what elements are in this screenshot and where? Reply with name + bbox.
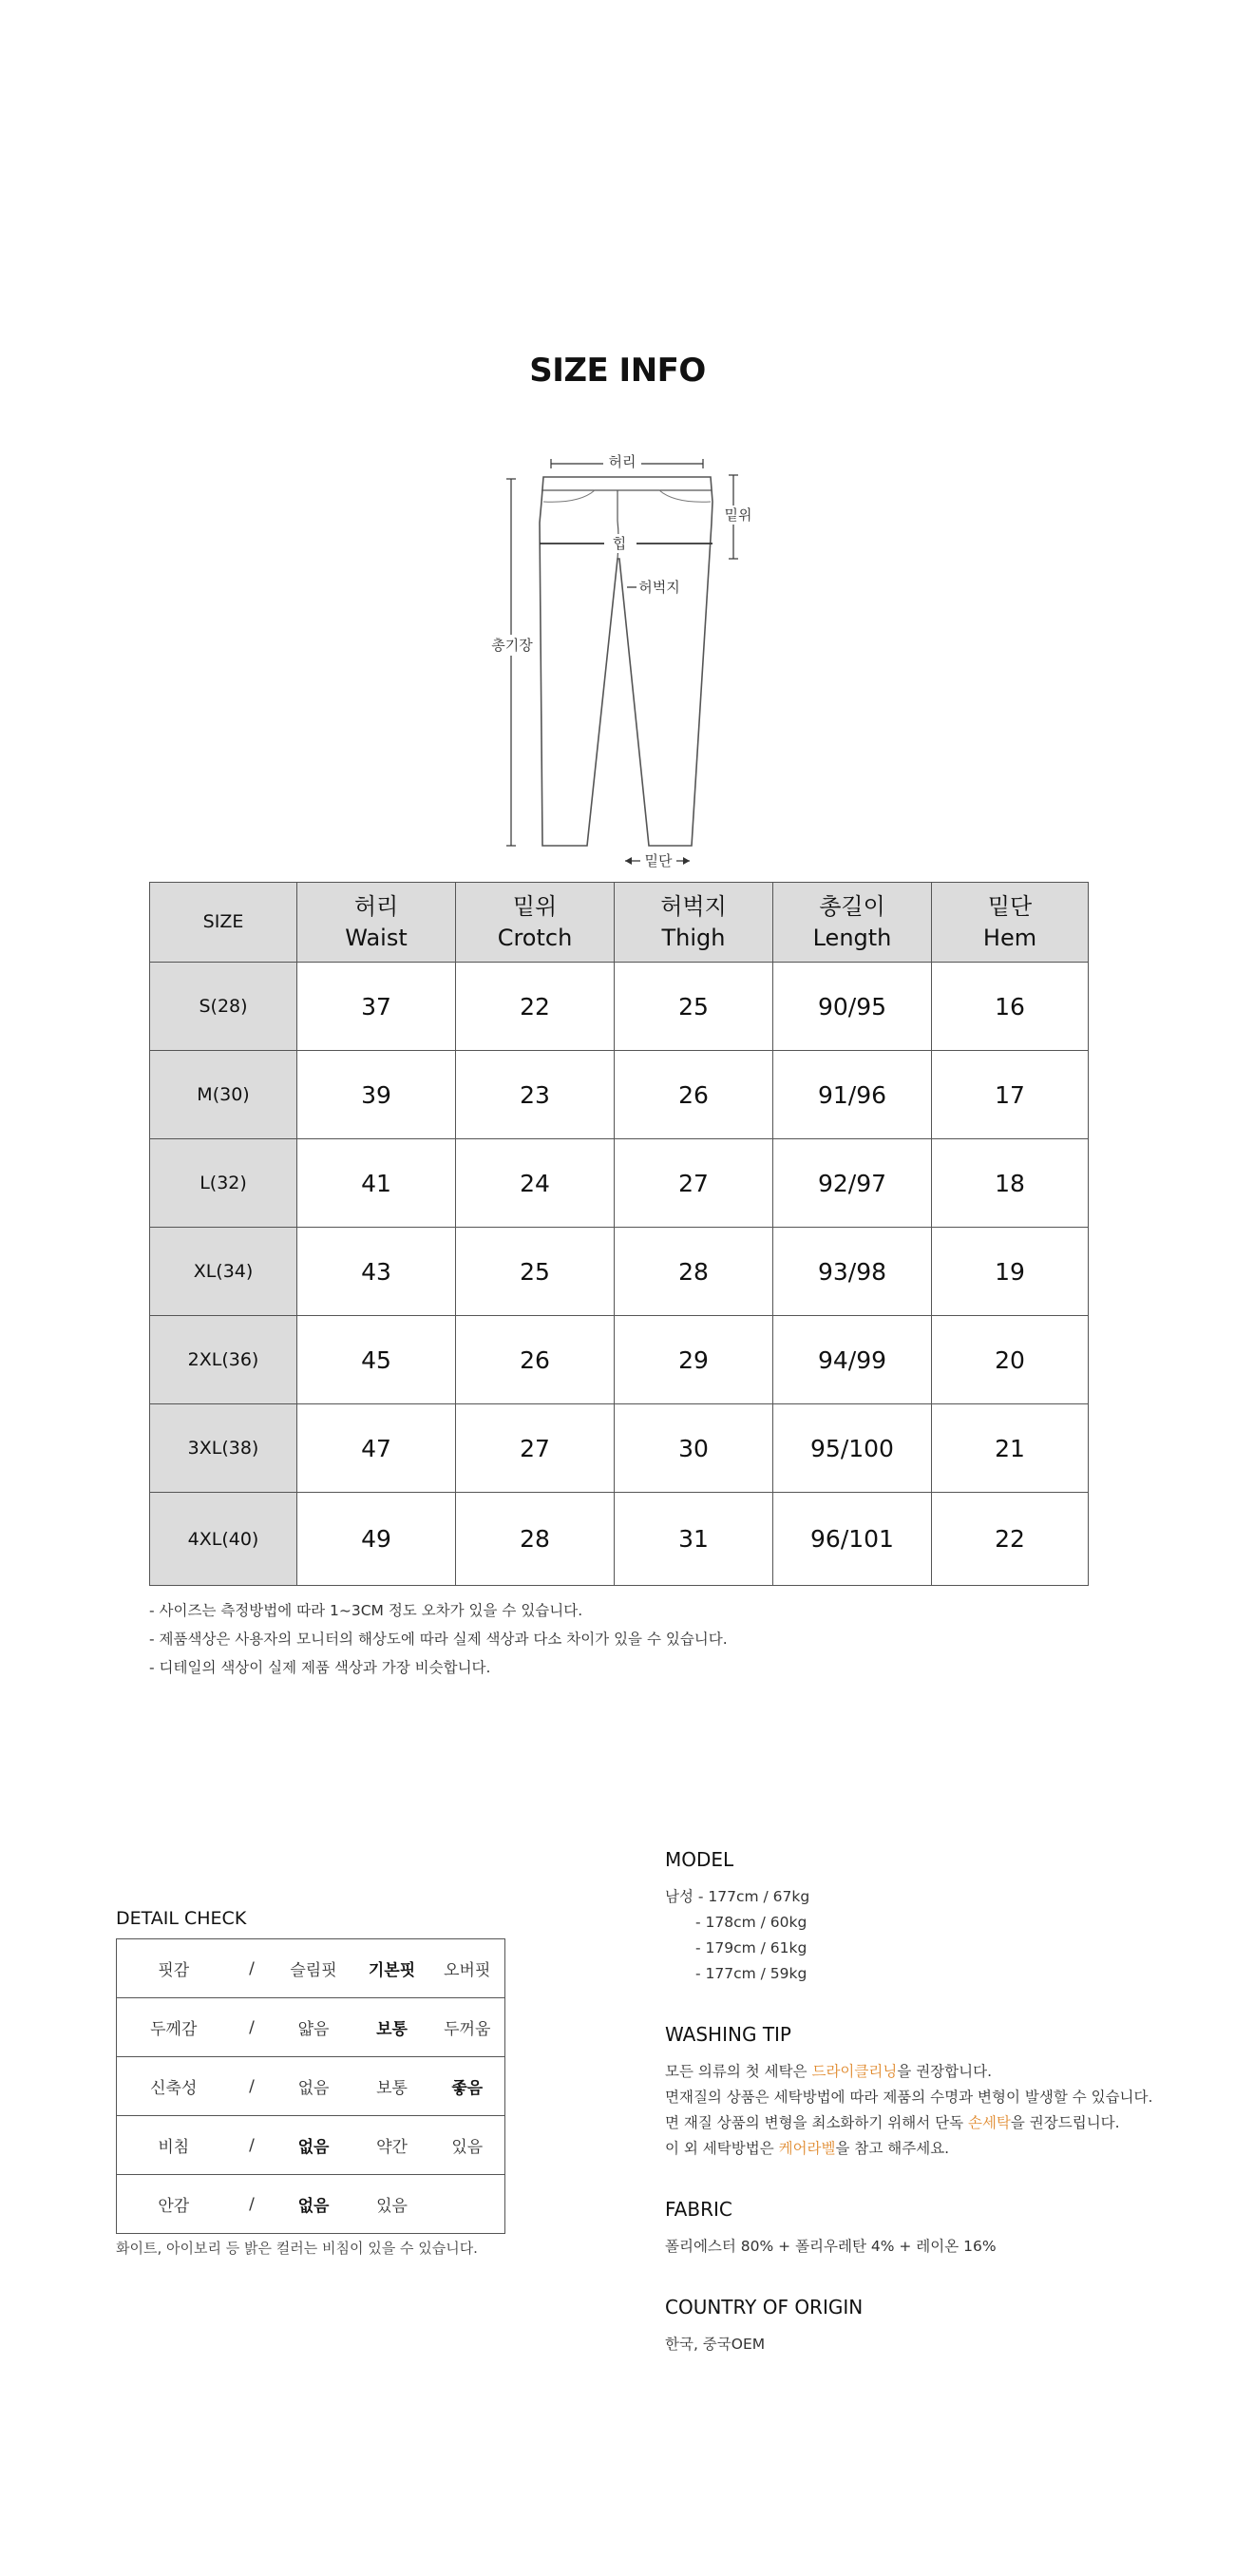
model-line: 남성 - 177cm / 67kg (665, 1888, 810, 1905)
detail-check-note: 화이트, 아이보리 등 밝은 컬러는 비침이 있을 수 있습니다. (116, 2240, 478, 2257)
model-line: - 179cm / 61kg (695, 1939, 808, 1956)
detail-separator: / (231, 2116, 274, 2175)
washing-section (665, 2023, 1197, 2162)
length-cell: 94/99 (773, 1316, 932, 1404)
detail-check-table (116, 1938, 505, 2234)
table-row (150, 1316, 1089, 1404)
fabric-text: 폴리에스터 80% + 폴리우레탄 4% + 레이온 16% (665, 2238, 997, 2255)
detail-separator: / (231, 2175, 274, 2234)
crotch-cell: 24 (456, 1139, 615, 1228)
detail-option: 두꺼움 (430, 1998, 505, 2057)
detail-option-selected: 기본핏 (354, 1939, 430, 1998)
detail-label: 두께감 (117, 1998, 231, 2057)
detail-option: 있음 (354, 2175, 430, 2234)
detail-row-stretch (117, 2057, 505, 2116)
detail-option-selected: 없음 (274, 2175, 354, 2234)
model-section (665, 1848, 1197, 1987)
crotch-cell: 26 (456, 1316, 615, 1404)
detail-option: 슬림핏 (274, 1939, 354, 1998)
waist-cell: 41 (297, 1139, 456, 1228)
origin-text: 한국, 중국OEM (665, 2336, 766, 2353)
table-row (150, 1051, 1089, 1139)
size-table-header (150, 883, 1089, 963)
washing-line: 모든 의류의 첫 세탁은 드라이클리닝을 권장합니다. (665, 2063, 993, 2080)
pants-measurement-diagram (475, 447, 760, 874)
waist-cell: 43 (297, 1228, 456, 1316)
size-notes (149, 1596, 728, 1682)
length-cell: 93/98 (773, 1228, 932, 1316)
crotch-cell: 22 (456, 963, 615, 1051)
size-cell: M(30) (150, 1051, 297, 1139)
length-cell: 92/97 (773, 1139, 932, 1228)
note-line: - 사이즈는 측정방법에 따라 1~3CM 정도 오차가 있을 수 있습니다. (149, 1602, 583, 1619)
label-hem: 밑단 (644, 852, 673, 869)
thigh-cell: 25 (615, 963, 773, 1051)
note-line: - 제품색상은 사용자의 모니터의 해상도에 따라 실제 색상과 다소 차이가 있을 수 있습니다. (149, 1631, 728, 1648)
detail-check-title: DETAIL CHECK (116, 1908, 247, 1929)
detail-label: 핏감 (117, 1939, 231, 1998)
detail-separator: / (231, 1939, 274, 1998)
hem-cell: 22 (932, 1493, 1089, 1586)
waist-cell: 45 (297, 1316, 456, 1404)
product-info-column (665, 1848, 1197, 2394)
header-length: 총길이 Length (773, 883, 932, 963)
washing-line: 면 재질 상품의 변형을 최소화하기 위해서 단독 손세탁을 권장드립니다. (665, 2114, 1120, 2131)
size-cell: 4XL(40) (150, 1493, 297, 1586)
origin-section (665, 2296, 1197, 2357)
fabric-title: FABRIC (665, 2198, 732, 2221)
thigh-cell: 30 (615, 1404, 773, 1493)
hem-cell: 19 (932, 1228, 1089, 1316)
detail-option-selected: 없음 (274, 2116, 354, 2175)
crotch-cell: 27 (456, 1404, 615, 1493)
thigh-cell: 28 (615, 1228, 773, 1316)
detail-option (430, 2175, 505, 2234)
highlight-care-label: 케어라벨 (778, 2140, 836, 2157)
hem-cell: 21 (932, 1404, 1089, 1493)
washing-title: WASHING TIP (665, 2023, 791, 2046)
size-table (149, 882, 1089, 1586)
size-cell: L(32) (150, 1139, 297, 1228)
header-hem: 밑단 Hem (932, 883, 1089, 963)
length-cell: 95/100 (773, 1404, 932, 1493)
highlight-hand-wash: 손세탁 (967, 2114, 1011, 2131)
detail-option: 오버핏 (430, 1939, 505, 1998)
origin-title: COUNTRY OF ORIGIN (665, 2296, 864, 2318)
header-size: SIZE (150, 883, 297, 963)
page-title: SIZE INFO (529, 352, 706, 390)
highlight-dry-cleaning: 드라이클리닝 (811, 2063, 898, 2080)
detail-option: 약간 (354, 2116, 430, 2175)
detail-option: 없음 (274, 2057, 354, 2116)
detail-row-fit (117, 1939, 505, 1998)
detail-label: 신축성 (117, 2057, 231, 2116)
washing-line: 이 외 세탁방법은 케어라벨을 참고 해주세요. (665, 2140, 950, 2157)
table-row (150, 1139, 1089, 1228)
detail-separator: / (231, 1998, 274, 2057)
model-title: MODEL (665, 1848, 734, 1871)
detail-row-sheer (117, 2116, 505, 2175)
label-hip: 힙 (612, 535, 627, 552)
label-total-length: 총기장 (491, 637, 533, 654)
fabric-section (665, 2198, 1197, 2260)
washing-line: 면재질의 상품은 세탁방법에 따라 제품의 수명과 변형이 발생할 수 있습니다. (665, 2089, 1153, 2106)
thigh-cell: 29 (615, 1316, 773, 1404)
crotch-cell: 23 (456, 1051, 615, 1139)
table-row (150, 1404, 1089, 1493)
waist-cell: 47 (297, 1404, 456, 1493)
thigh-cell: 26 (615, 1051, 773, 1139)
detail-label: 비침 (117, 2116, 231, 2175)
detail-option: 얇음 (274, 1998, 354, 2057)
thigh-cell: 27 (615, 1139, 773, 1228)
label-waist: 허리 (608, 453, 636, 470)
pants-illustration (475, 447, 760, 874)
detail-option: 있음 (430, 2116, 505, 2175)
detail-option: 보통 (354, 2057, 430, 2116)
detail-label: 안감 (117, 2175, 231, 2234)
hem-cell: 16 (932, 963, 1089, 1051)
detail-row-lining (117, 2175, 505, 2234)
waist-cell: 39 (297, 1051, 456, 1139)
table-row (150, 1493, 1089, 1586)
table-row (150, 963, 1089, 1051)
size-cell: XL(34) (150, 1228, 297, 1316)
hem-cell: 18 (932, 1139, 1089, 1228)
length-cell: 96/101 (773, 1493, 932, 1586)
hem-cell: 17 (932, 1051, 1089, 1139)
detail-separator: / (231, 2057, 274, 2116)
length-cell: 90/95 (773, 963, 932, 1051)
size-cell: 3XL(38) (150, 1404, 297, 1493)
length-cell: 91/96 (773, 1051, 932, 1139)
header-crotch: 밑위 Crotch (456, 883, 615, 963)
header-waist: 허리 Waist (297, 883, 456, 963)
waist-cell: 37 (297, 963, 456, 1051)
size-cell: 2XL(36) (150, 1316, 297, 1404)
detail-option-selected: 좋음 (430, 2057, 505, 2116)
waist-cell: 49 (297, 1493, 456, 1586)
detail-option-selected: 보통 (354, 1998, 430, 2057)
note-line: - 디테일의 색상이 실제 제품 색상과 가장 비슷합니다. (149, 1659, 491, 1676)
size-cell: S(28) (150, 963, 297, 1051)
model-line: - 177cm / 59kg (695, 1965, 808, 1982)
crotch-cell: 28 (456, 1493, 615, 1586)
table-row (150, 1228, 1089, 1316)
thigh-cell: 31 (615, 1493, 773, 1586)
label-thigh: 허벅지 (638, 579, 680, 596)
crotch-cell: 25 (456, 1228, 615, 1316)
hem-cell: 20 (932, 1316, 1089, 1404)
model-line: - 178cm / 60kg (695, 1914, 808, 1931)
label-rise: 밑위 (724, 506, 752, 524)
detail-row-thickness (117, 1998, 505, 2057)
header-thigh: 허벅지 Thigh (615, 883, 773, 963)
